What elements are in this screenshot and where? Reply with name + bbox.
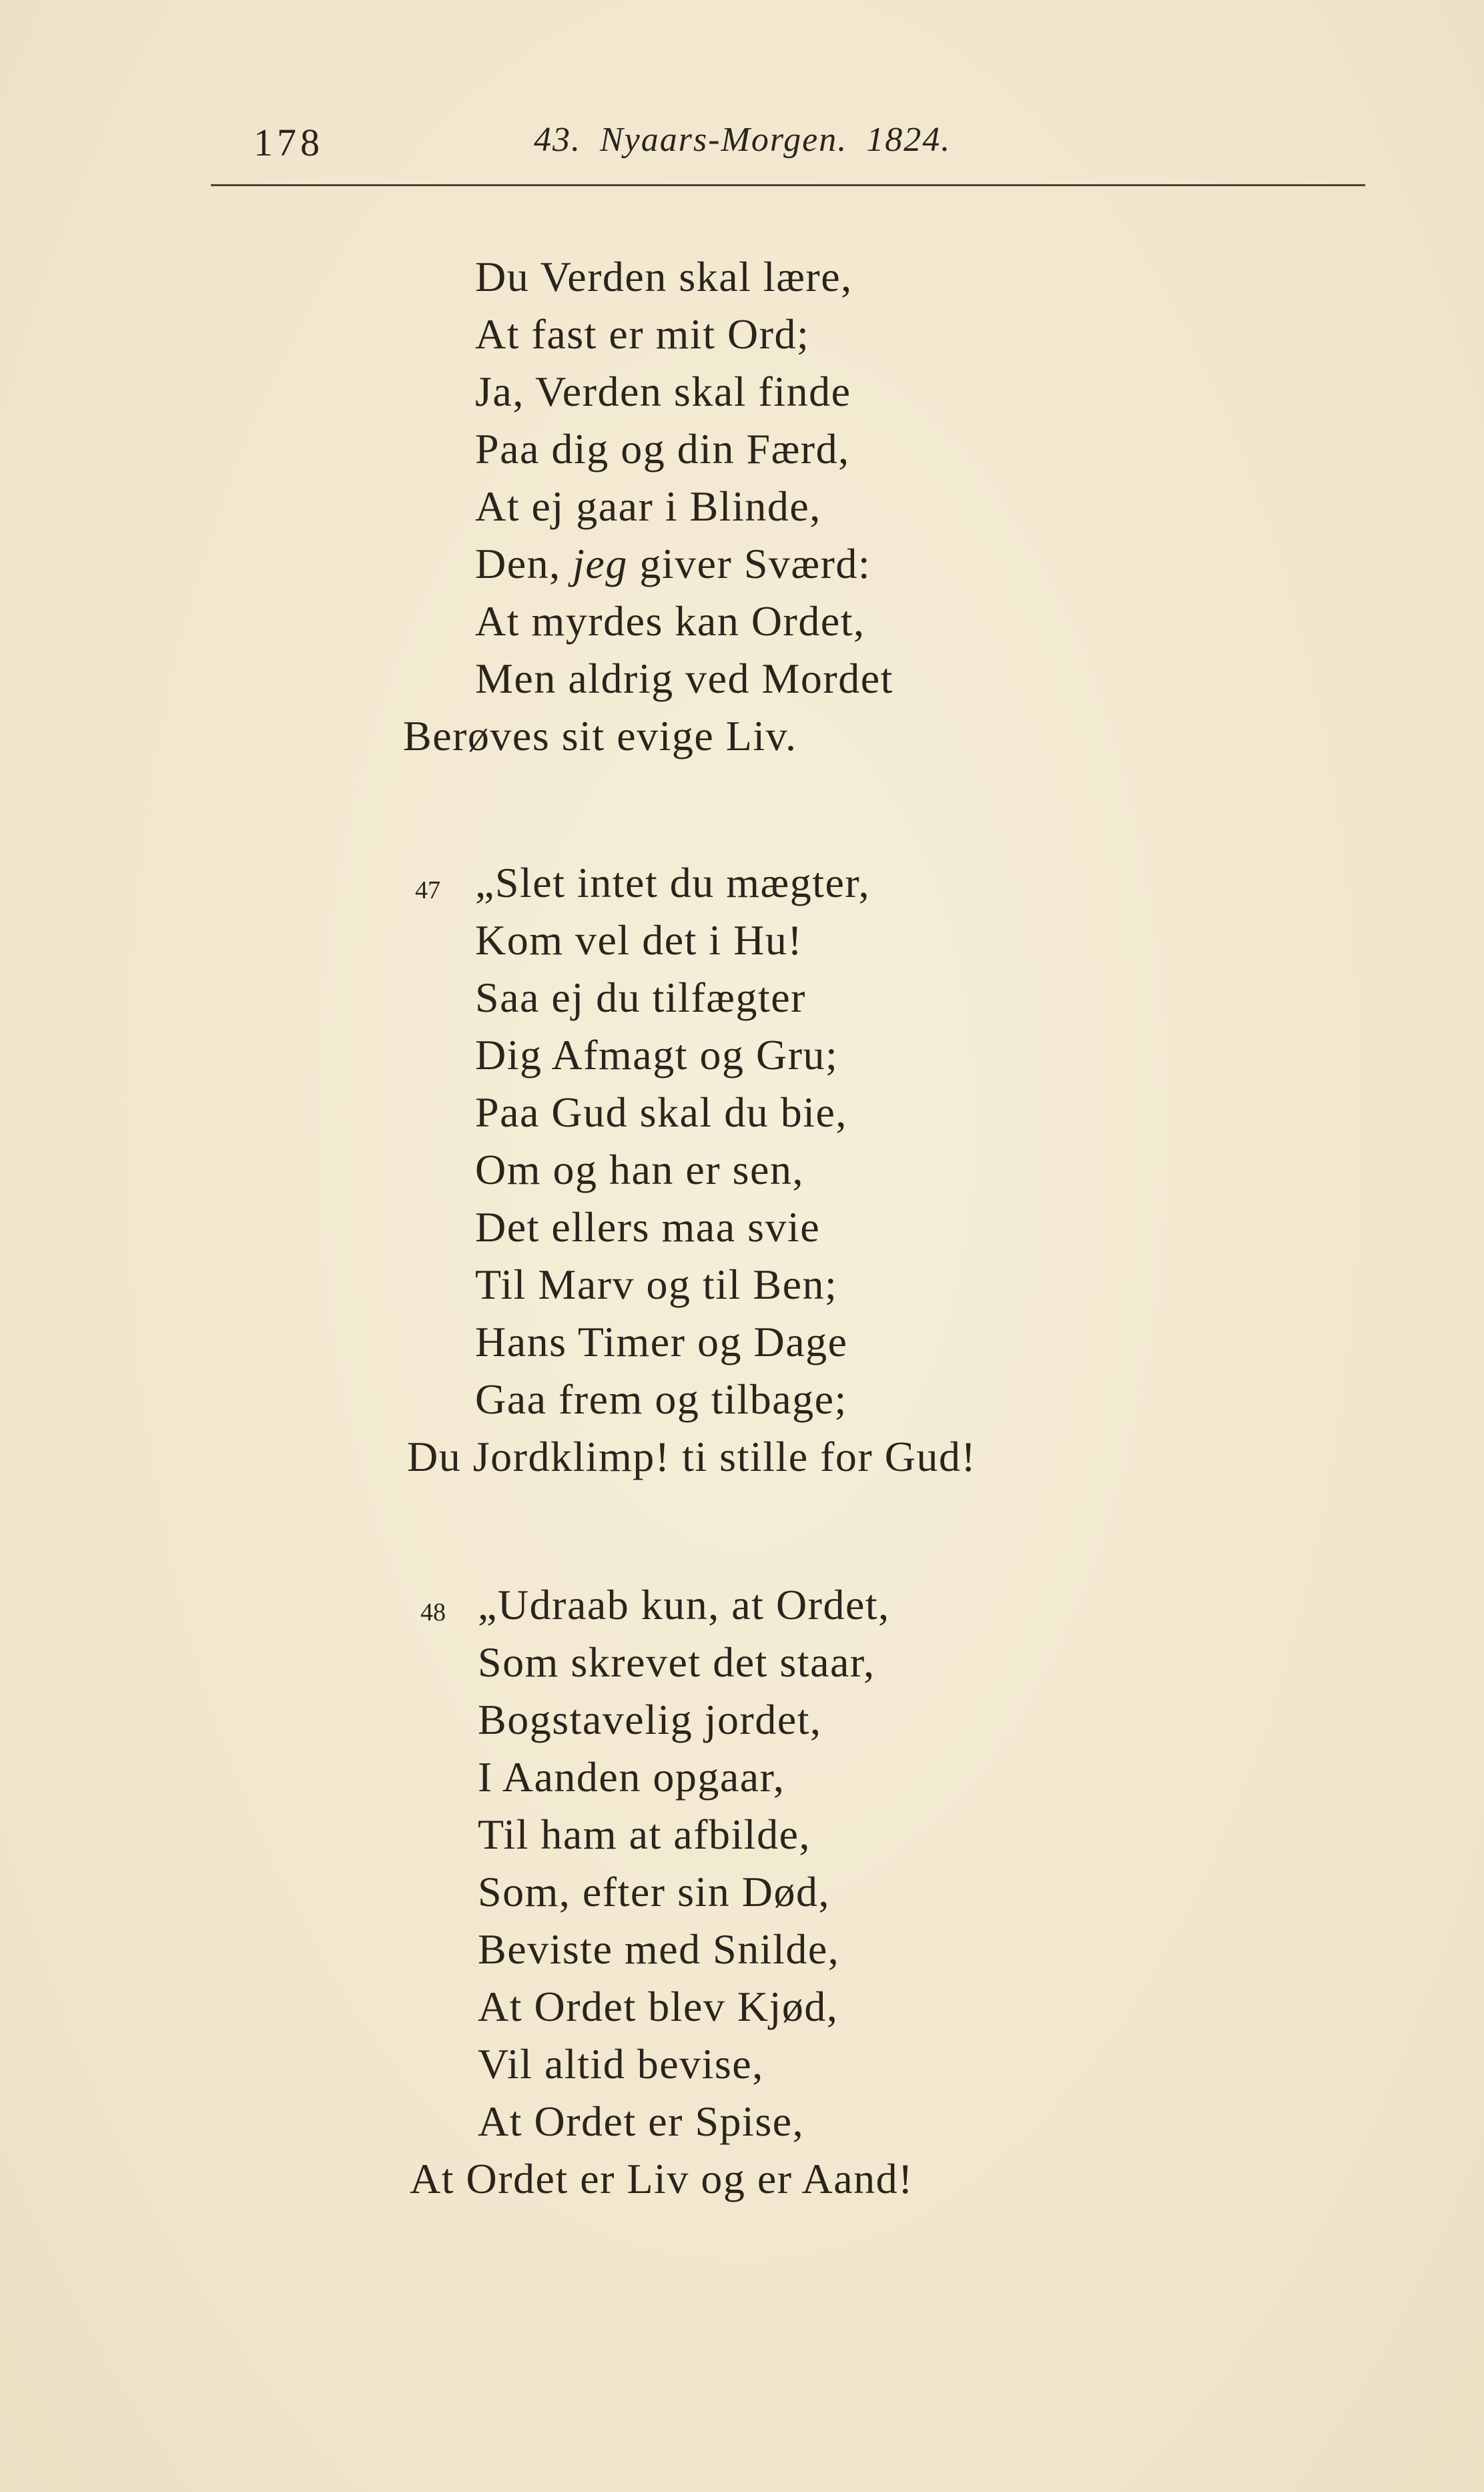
verse-line: I Aanden opgaar,	[478, 1753, 785, 1801]
poem-title: Nyaars-Morgen.	[600, 121, 848, 159]
poem-year: 1824.	[866, 121, 952, 159]
verse-line: Til ham at afbilde,	[478, 1811, 811, 1858]
verse-line: Ja, Verden skal finde	[475, 368, 851, 415]
verse-line: At ej gaar i Blinde,	[475, 483, 821, 530]
verse-line: At fast er mit Ord;	[475, 310, 810, 358]
verse-fragment: giver Sværd:	[627, 540, 871, 587]
verse-line: Vil altid bevise,	[478, 2040, 764, 2088]
page-header	[254, 107, 1388, 164]
verse-line: Saa ej du tilfægter	[475, 974, 806, 1021]
italic-word: jeg	[573, 540, 628, 587]
verse-line	[475, 535, 871, 593]
verse-line: Dig Afmagt og Gru;	[475, 1031, 839, 1078]
verse-line: „Slet intet du mægter,	[475, 859, 871, 906]
verse-line: Beviste med Snilde,	[478, 1925, 840, 1973]
verse-line: Til Marv og til Ben;	[475, 1261, 838, 1308]
verse-line: Paa Gud skal du bie,	[475, 1088, 847, 1136]
stanza-number: 48	[420, 1598, 446, 1626]
verse-line: Om og han er sen,	[475, 1146, 804, 1193]
verse-line: Paa dig og din Færd,	[475, 425, 850, 473]
poem-number: 43.	[534, 121, 581, 159]
verse-line: Du Jordklimp! ti stille for Gud!	[407, 1433, 977, 1480]
verse-line: At Ordet blev Kjød,	[478, 1983, 839, 2030]
verse-line: At Ordet er Liv og er Aand!	[410, 2155, 913, 2202]
verse-line: „Udraab kun, at Ordet,	[478, 1581, 890, 1628]
verse-line: Hans Timer og Dage	[475, 1318, 848, 1365]
verse-line: Kom vel det i Hu!	[475, 916, 803, 964]
verse-fragment: Den,	[475, 540, 573, 587]
stanza-number: 47	[415, 876, 440, 904]
verse-line: Men aldrig ved Mordet	[475, 655, 893, 702]
verse-line: Du Verden skal lære,	[475, 253, 853, 300]
verse-line: Som skrevet det staar,	[478, 1638, 875, 1686]
verse-line: At Ordet er Spise,	[478, 2098, 805, 2145]
verse-line: Bogstavelig jordet,	[478, 1696, 822, 1743]
verse-line: Gaa frem og tilbage;	[475, 1375, 847, 1423]
page-number: 178	[254, 121, 324, 164]
verse-line: At myrdes kan Ordet,	[475, 597, 865, 645]
running-title	[534, 120, 970, 160]
verse-line: Berøves sit evige Liv.	[403, 712, 797, 759]
header-rule	[211, 184, 1365, 186]
verse-line: Som, efter sin Død,	[478, 1868, 830, 1915]
verse-line: Det ellers maa svie	[475, 1203, 821, 1251]
